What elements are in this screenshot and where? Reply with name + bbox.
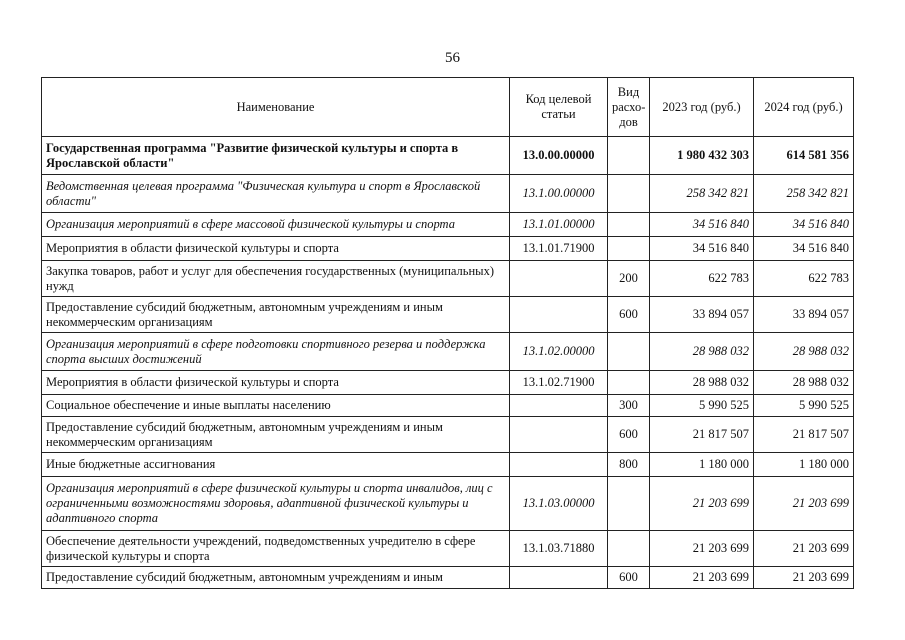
page-number: 56	[445, 50, 460, 66]
budget-table	[41, 77, 854, 589]
header-code: Код целевой статьи	[510, 78, 608, 137]
row-2023-cell: 28 988 032	[650, 333, 754, 371]
table-row	[42, 453, 854, 477]
table-body	[42, 137, 854, 589]
table-row	[42, 417, 854, 453]
row-2024-cell: 34 516 840	[754, 237, 854, 261]
row-2023-cell: 21 203 699	[650, 477, 754, 531]
row-2023-cell: 21 817 507	[650, 417, 754, 453]
row-2024-cell: 21 203 699	[754, 567, 854, 589]
row-code-cell: 13.1.00.00000	[510, 175, 608, 213]
row-2023-cell: 1 180 000	[650, 453, 754, 477]
row-2023-cell: 622 783	[650, 261, 754, 297]
row-2023-cell: 5 990 525	[650, 395, 754, 417]
row-2024-cell: 33 894 057	[754, 297, 854, 333]
row-2023-cell: 258 342 821	[650, 175, 754, 213]
row-2024-cell: 622 783	[754, 261, 854, 297]
row-expense-cell	[608, 333, 650, 371]
row-2024-cell: 258 342 821	[754, 175, 854, 213]
row-name-cell: Иные бюджетные ассигнования	[42, 453, 510, 477]
row-code-cell	[510, 453, 608, 477]
row-name-cell: Предоставление субсидий бюджетным, автономным учреждениям и иным некоммерческим организациям	[42, 297, 510, 333]
row-name-cell: Государственная программа "Развитие физической культуры и спорта в Ярославской области"	[42, 137, 510, 175]
table-header-row	[42, 78, 854, 137]
table-row	[42, 477, 854, 531]
row-2024-cell: 1 180 000	[754, 453, 854, 477]
table-row	[42, 237, 854, 261]
row-code-cell	[510, 567, 608, 589]
row-expense-cell: 600	[608, 297, 650, 333]
row-expense-cell: 800	[608, 453, 650, 477]
row-code-cell: 13.1.02.00000	[510, 333, 608, 371]
row-expense-cell	[608, 531, 650, 567]
row-2024-cell: 28 988 032	[754, 371, 854, 395]
row-expense-cell	[608, 477, 650, 531]
row-2023-cell: 28 988 032	[650, 371, 754, 395]
header-name: Наименование	[42, 78, 510, 137]
row-2024-cell: 614 581 356	[754, 137, 854, 175]
row-code-cell: 13.1.03.00000	[510, 477, 608, 531]
row-2023-cell: 1 980 432 303	[650, 137, 754, 175]
row-2023-cell: 34 516 840	[650, 237, 754, 261]
row-name-cell: Организация мероприятий в сфере физической культуры и спорта инвалидов, лиц с ограниченными возможностями здоровья, адаптивной физической культуры и адаптивного спорта	[42, 477, 510, 531]
row-2023-cell: 34 516 840	[650, 213, 754, 237]
row-2023-cell: 21 203 699	[650, 531, 754, 567]
row-2024-cell: 21 203 699	[754, 477, 854, 531]
row-expense-cell: 200	[608, 261, 650, 297]
row-2024-cell: 28 988 032	[754, 333, 854, 371]
row-2023-cell: 21 203 699	[650, 567, 754, 589]
row-code-cell	[510, 261, 608, 297]
table-row	[42, 261, 854, 297]
table-row	[42, 567, 854, 589]
row-code-cell: 13.1.03.71880	[510, 531, 608, 567]
row-name-cell: Мероприятия в области физической культуры и спорта	[42, 237, 510, 261]
row-code-cell: 13.0.00.00000	[510, 137, 608, 175]
row-expense-cell: 600	[608, 417, 650, 453]
table-row	[42, 395, 854, 417]
row-expense-cell	[608, 371, 650, 395]
row-2023-cell: 33 894 057	[650, 297, 754, 333]
table-row	[42, 371, 854, 395]
row-2024-cell: 21 203 699	[754, 531, 854, 567]
row-name-cell: Предоставление субсидий бюджетным, автономным учреждениям и иным некоммерческим организациям	[42, 417, 510, 453]
row-code-cell	[510, 297, 608, 333]
table-row	[42, 297, 854, 333]
row-name-cell: Организация мероприятий в сфере массовой физической культуры и спорта	[42, 213, 510, 237]
row-name-cell: Предоставление субсидий бюджетным, автономным учреждениям и иным	[42, 567, 510, 589]
header-year-2024: 2024 год (руб.)	[754, 78, 854, 137]
row-name-cell: Закупка товаров, работ и услуг для обеспечения государственных (муниципальных) нужд	[42, 261, 510, 297]
row-name-cell: Мероприятия в области физической культуры и спорта	[42, 371, 510, 395]
row-name-cell: Организация мероприятий в сфере подготовки спортивного резерва и поддержка спорта высших достижений	[42, 333, 510, 371]
row-code-cell: 13.1.02.71900	[510, 371, 608, 395]
row-name-cell: Обеспечение деятельности учреждений, подведомственных учредителю в сфере физической культуры и спорта	[42, 531, 510, 567]
row-code-cell	[510, 417, 608, 453]
header-year-2023: 2023 год (руб.)	[650, 78, 754, 137]
row-expense-cell	[608, 237, 650, 261]
table-row	[42, 137, 854, 175]
table-row	[42, 531, 854, 567]
row-expense-cell	[608, 175, 650, 213]
row-expense-cell: 600	[608, 567, 650, 589]
row-2024-cell: 34 516 840	[754, 213, 854, 237]
row-expense-cell	[608, 213, 650, 237]
row-expense-cell	[608, 137, 650, 175]
row-name-cell: Социальное обеспечение и иные выплаты населению	[42, 395, 510, 417]
row-code-cell	[510, 395, 608, 417]
row-2024-cell: 21 817 507	[754, 417, 854, 453]
row-2024-cell: 5 990 525	[754, 395, 854, 417]
row-name-cell: Ведомственная целевая программа "Физическая культура и спорт в Ярославской области"	[42, 175, 510, 213]
table-row	[42, 213, 854, 237]
header-expense-type: Вид расхо- дов	[608, 78, 650, 137]
table-row	[42, 333, 854, 371]
table-row	[42, 175, 854, 213]
row-code-cell: 13.1.01.71900	[510, 237, 608, 261]
row-code-cell: 13.1.01.00000	[510, 213, 608, 237]
row-expense-cell: 300	[608, 395, 650, 417]
